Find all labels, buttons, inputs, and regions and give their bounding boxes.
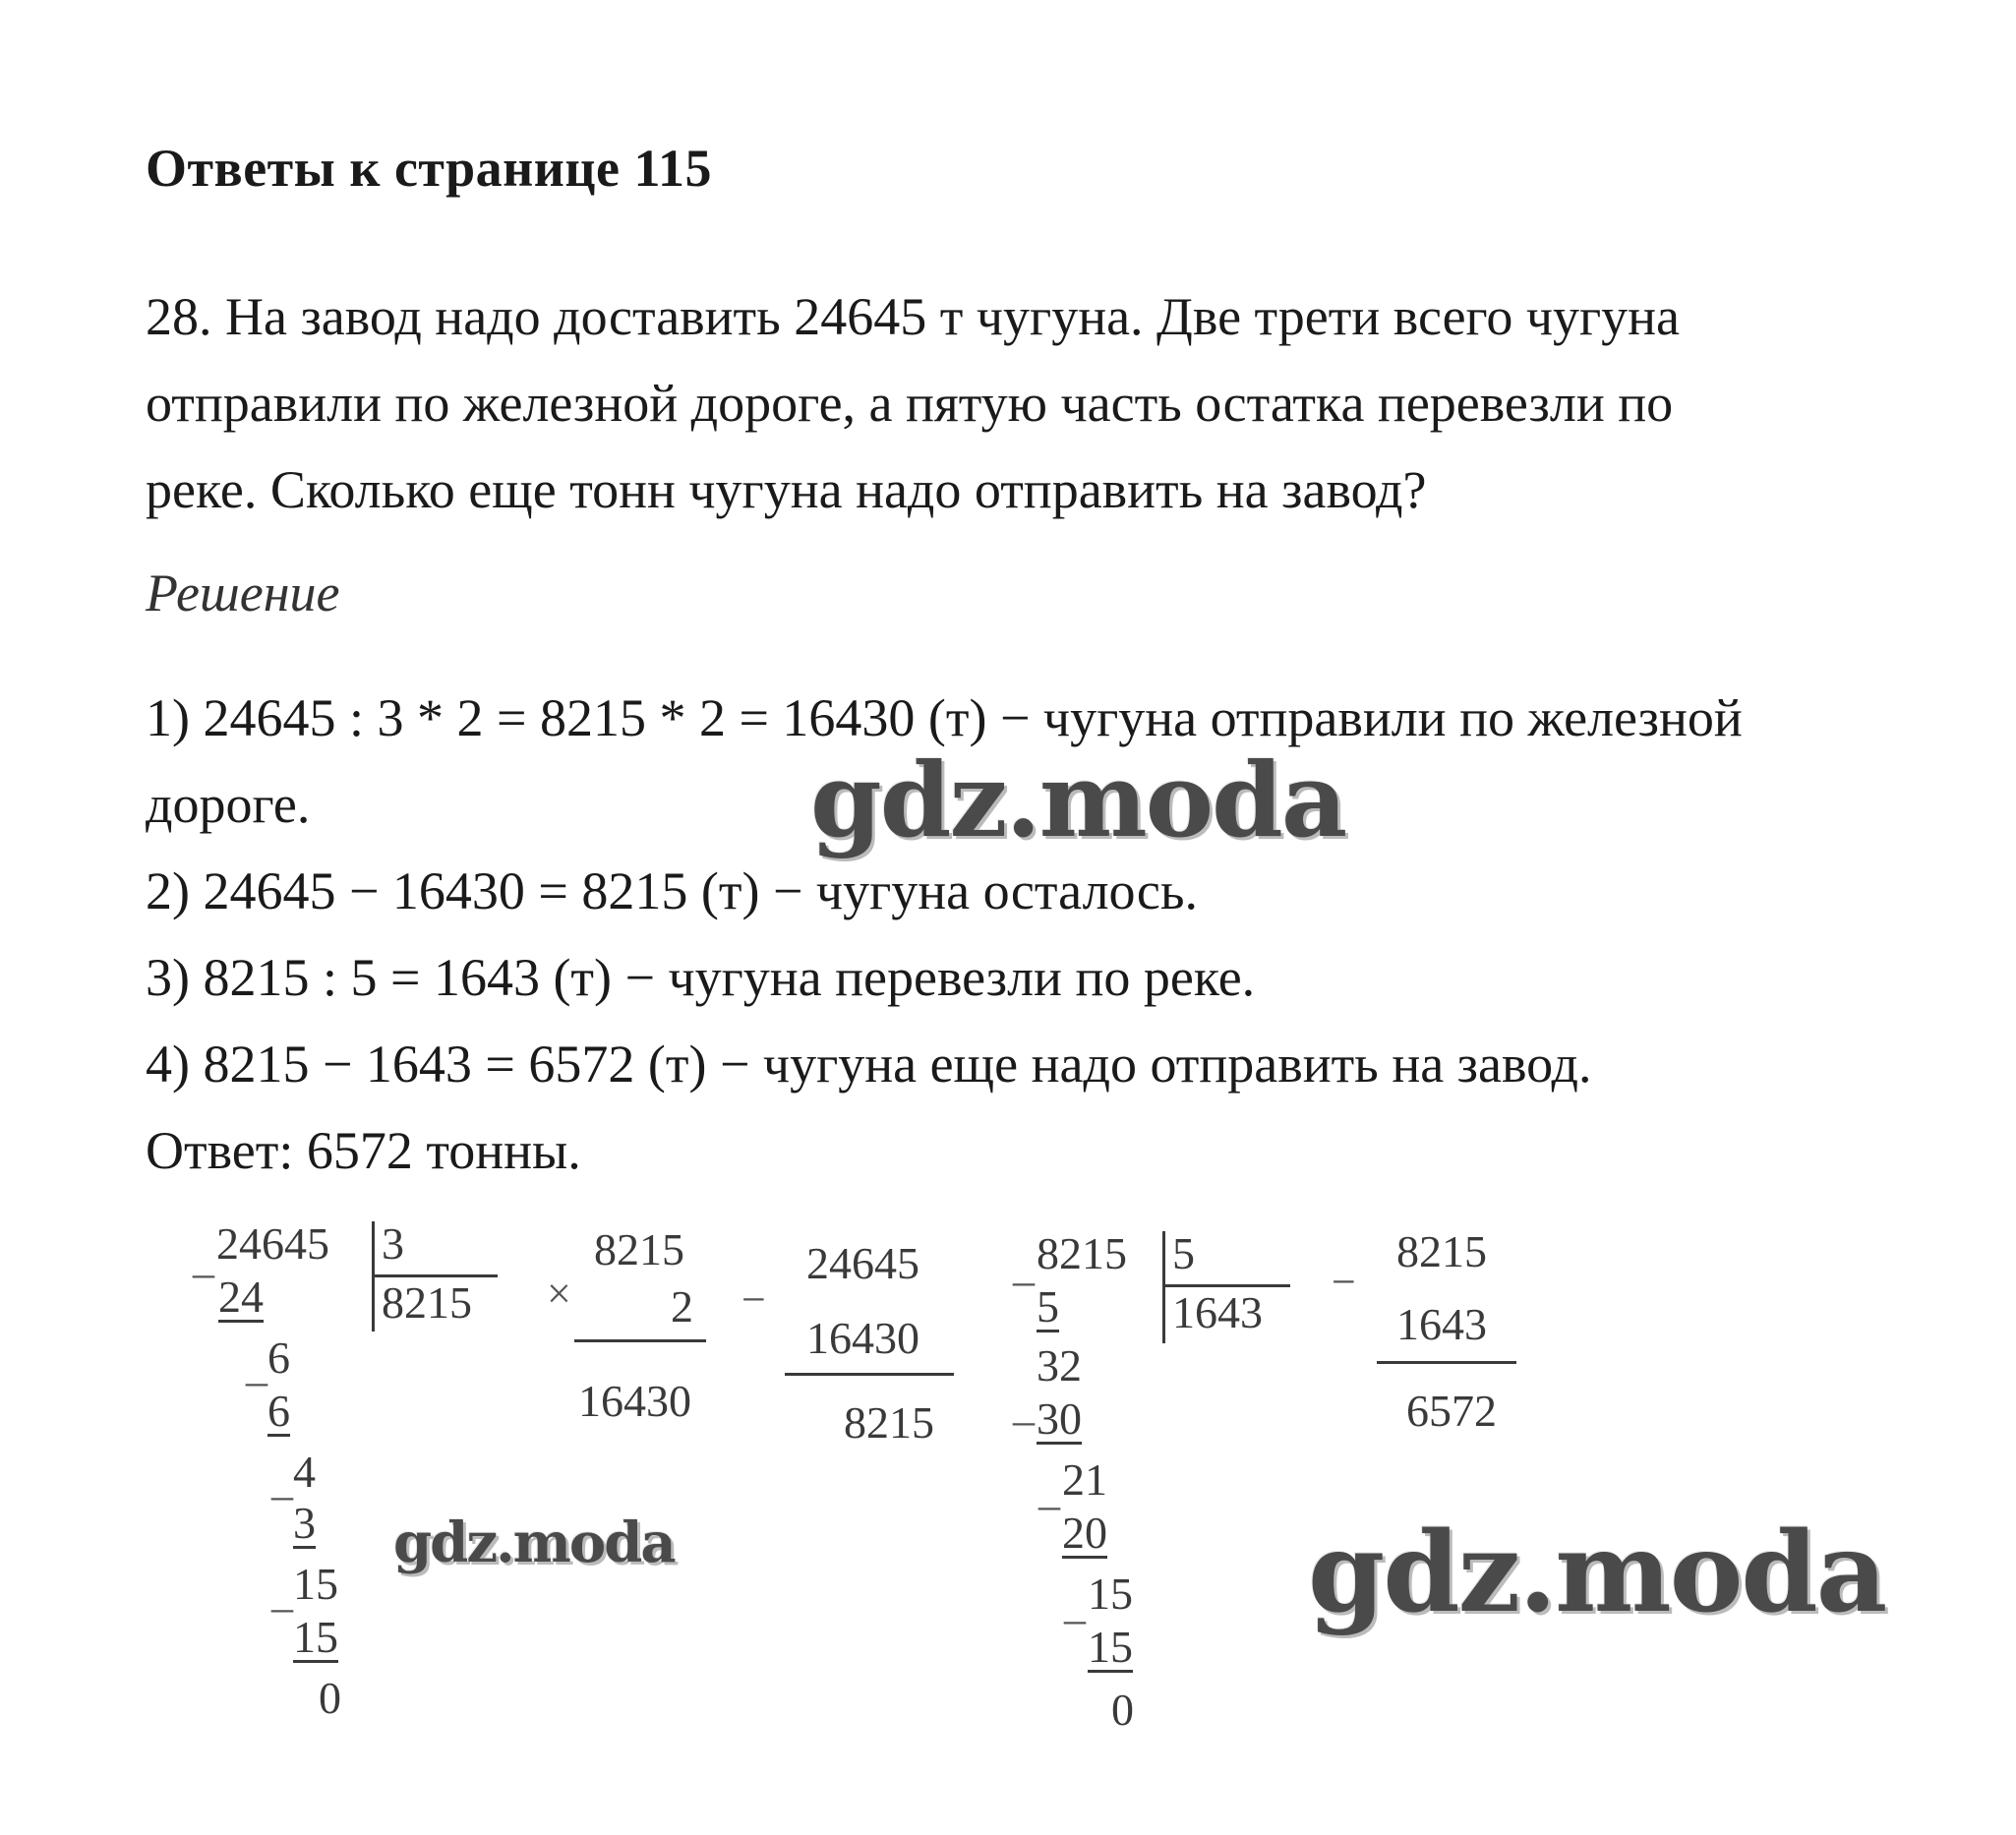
minus-sign: _	[271, 1569, 293, 1617]
division-bar	[1162, 1231, 1165, 1343]
page-heading: Ответы к странице 115	[146, 139, 712, 198]
divisor: 5	[1172, 1228, 1195, 1278]
division-step: 3	[293, 1498, 316, 1548]
minuend: 24645	[806, 1238, 919, 1288]
minus-sign: _	[1038, 1466, 1060, 1514]
minus-sign: _	[271, 1456, 293, 1505]
minus-sign: −	[1332, 1258, 1356, 1306]
quotient: 1643	[1172, 1287, 1263, 1337]
division-step: 15	[1088, 1569, 1133, 1619]
watermark-logo: gdz.moda	[1308, 1509, 1886, 1637]
minuend: 8215	[1396, 1226, 1487, 1276]
problem-statement	[146, 273, 1916, 533]
solution-step: 4) 8215 − 1643 = 6572 (т) − чугуна еще надо отправить на завод.	[146, 1035, 1592, 1094]
solution-step: дороге.	[146, 775, 311, 834]
result-line	[574, 1339, 706, 1342]
division-step: 20	[1062, 1508, 1107, 1558]
division-step: 4	[293, 1447, 316, 1497]
problem-line: отправили по железной дороге, а пятую часть остатка перевезли по	[146, 374, 1674, 433]
division-step: 15	[293, 1559, 338, 1609]
dividend: 8215	[1037, 1228, 1127, 1278]
subtrahend: 1643	[1396, 1299, 1487, 1349]
division-step: 6	[267, 1332, 290, 1383]
watermark-logo: gdz.moda	[393, 1510, 675, 1575]
minus-sign: _	[246, 1342, 267, 1391]
division-step: 15	[1088, 1622, 1133, 1672]
result-line	[1377, 1361, 1516, 1364]
answer: Ответ: 6572 тонны.	[146, 1121, 581, 1180]
minus-sign: _	[1064, 1580, 1086, 1628]
multiplicand: 8215	[594, 1224, 684, 1274]
dividend: 24645	[216, 1218, 329, 1269]
difference: 8215	[844, 1397, 934, 1448]
solution-step: 1) 24645 : 3 * 2 = 8215 * 2 = 16430 (т) − чугуна отправили по железной	[146, 688, 1743, 747]
result-line	[785, 1373, 954, 1376]
minus-sign: −	[741, 1275, 766, 1324]
difference: 6572	[1406, 1386, 1497, 1436]
division-step: 30	[1037, 1393, 1082, 1444]
solution-label: Решение	[146, 563, 340, 622]
minus-sign: _	[1013, 1382, 1035, 1430]
watermark-logo: gdz.moda	[810, 740, 1346, 860]
division-step: 24	[218, 1272, 264, 1322]
subtrahend: 16430	[806, 1313, 919, 1363]
problem-line: 28. На завод надо доставить 24645 т чугуна. Две трети всего чугуна	[146, 287, 1681, 346]
minus-sign: _	[1013, 1242, 1035, 1290]
division-remainder: 0	[319, 1673, 341, 1723]
problem-line: реке. Сколько еще тонн чугуна надо отправить на завод?	[146, 460, 1427, 519]
divisor: 3	[382, 1218, 404, 1269]
division-step: 5	[1037, 1281, 1059, 1332]
division-step: 32	[1037, 1340, 1082, 1391]
quotient: 8215	[382, 1277, 472, 1328]
division-step: 21	[1062, 1454, 1107, 1505]
solution-step: 3) 8215 : 5 = 1643 (т) − чугуна перевезли по реке.	[146, 948, 1256, 1007]
product: 16430	[578, 1376, 691, 1426]
division-step: 15	[293, 1612, 338, 1662]
multiply-sign: ×	[547, 1270, 571, 1318]
division-remainder: 0	[1111, 1685, 1134, 1735]
minus-sign: _	[193, 1234, 214, 1282]
solution-step: 2) 24645 − 16430 = 8215 (т) − чугуна осталось.	[146, 861, 1198, 920]
division-step: 6	[267, 1386, 290, 1436]
multiplier: 2	[671, 1281, 693, 1332]
